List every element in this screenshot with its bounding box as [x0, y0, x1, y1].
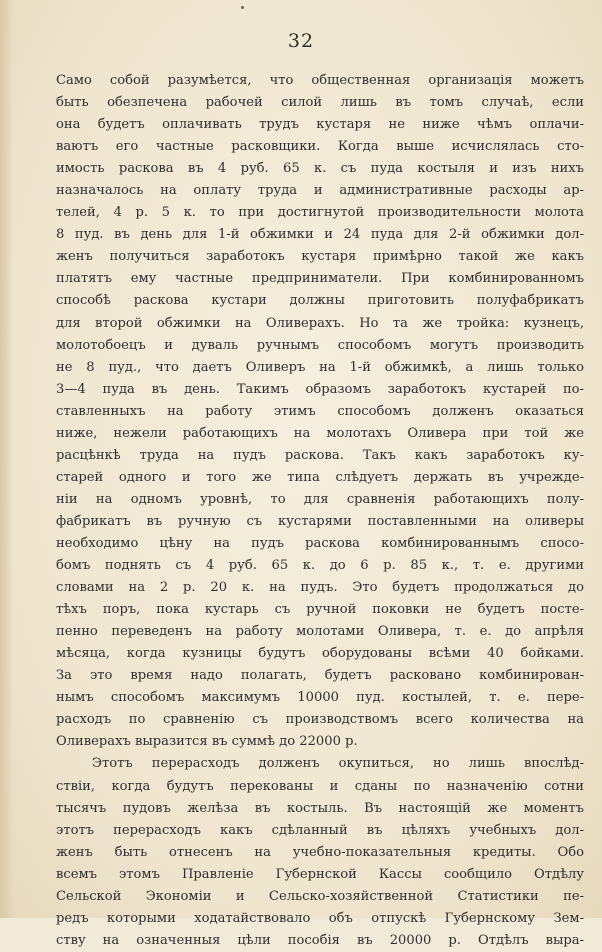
text-line: старей одного и того же типа слѣдуетъ держать въ учрежде- — [56, 469, 584, 485]
text-line: Сельской Экономіи и Сельско-хозяйственной Статистики пе- — [56, 888, 584, 904]
text-line: ствіи, когда будутъ перекованы и сданы по назначенію сотни — [56, 778, 584, 794]
text-line: фабрикатъ въ ручную съ кустарями поставленными на оливеры — [56, 513, 584, 529]
text-line: Само собой разумѣется, что общественная организація можетъ — [56, 73, 584, 88]
text-line: необходимо цѣну на пудъ раскова комбинированнымъ спосо- — [56, 535, 584, 551]
text-line: молотобоецъ и дуваль ручнымъ способомъ могутъ производить — [56, 337, 584, 353]
text-line: платятъ ему частные предприниматели. При комбинированномъ — [56, 271, 584, 287]
text-line: редъ которыми ходатайствовало объ отпускѣ Губернскому Зем- — [56, 910, 584, 926]
text-line: имость раскова въ 4 руб. 65 к. съ пуда костыля и изъ нихъ — [56, 161, 584, 177]
page-number: 32 — [287, 30, 315, 52]
text-line: для второй обжимки на Оливерахъ. Но та же тройка: кузнецъ, — [56, 315, 584, 331]
text-line: тысячъ пудовъ желѣза въ костыль. Въ настоящій же моментъ — [56, 800, 584, 816]
text-line: женъ быть отнесенъ на учебно-показательныя кредиты. Обо — [56, 844, 584, 860]
text-line: Оливерахъ выразится въ суммѣ до 22000 р. — [56, 734, 358, 750]
text-line: расходъ по сравненію съ производствомъ всего количества на — [56, 712, 584, 728]
text-line: 8 пуд. въ день для 1-й обжимки и 24 пуда для 2-й обжимки дол- — [56, 227, 584, 243]
body-text — [56, 70, 584, 952]
text-line: она будетъ оплачивать трудъ кустаря не ниже чѣмъ оплачи- — [56, 117, 584, 133]
text-line: ваютъ его частные расковщики. Когда выше исчислялась сто- — [56, 139, 584, 155]
ink-speck — [241, 6, 244, 9]
text-line: 3—4 пуда въ день. Такимъ образомъ заработокъ кустарей по- — [56, 381, 584, 397]
text-line: этотъ перерасходъ какъ сдѣланный въ цѣляхъ учебныхъ дол- — [56, 822, 584, 838]
text-line: нымъ способомъ максимумъ 10000 пуд. костылей, т. е. пере- — [56, 690, 584, 706]
text-line: мѣсяца, когда кузницы будутъ оборудованы всѣми 40 бойками. — [56, 646, 584, 662]
text-line: не 8 пуд., что даетъ Оливеръ на 1-й обжимкѣ, а лишь только — [56, 359, 584, 375]
text-line: Этотъ перерасходъ долженъ окупиться, но лишь впослѣд- — [92, 756, 584, 772]
text-line: женъ получиться заработокъ кустаря примѣрно такой же какъ — [56, 249, 584, 265]
text-line: пенно переведенъ на работу молотами Оливера, т. е. до апрѣля — [56, 624, 584, 640]
text-line: ніи на одномъ уровнѣ, то для сравненія работающихъ полу- — [56, 491, 584, 507]
text-line: расцѣнкѣ труда на пудъ раскова. Такъ какъ заработокъ ку- — [56, 447, 584, 463]
text-line: способѣ раскова кустари должны приготовить полуфабрикатъ — [56, 293, 584, 309]
text-line: бомъ поднять съ 4 руб. 65 к. до 6 р. 85 к., т. е. другими — [56, 558, 584, 574]
text-line: быть обезпечена рабочей силой лишь въ томъ случаѣ, если — [56, 95, 584, 111]
text-line: телей, 4 р. 5 к. то при достигнутой производительности молота — [56, 205, 584, 221]
text-line: ниже, нежели работающихъ на молотахъ Оливера при той же — [56, 425, 584, 441]
text-line: ставленныхъ на работу этимъ способомъ долженъ оказаться — [56, 403, 584, 419]
text-line: ству на означенныя цѣли пособія въ 20000 р. Отдѣлъ выра- — [56, 932, 584, 948]
text-line: назначалось на оплату труда и административные расходы ар- — [56, 183, 584, 199]
text-line: всемъ этомъ Правленіе Губернской Кассы сообщило Отдѣлу — [56, 866, 584, 882]
text-line: За это время надо полагать, будетъ расковано комбинирован- — [56, 668, 584, 684]
text-line: словами на 2 р. 20 к. на пудъ. Это будетъ продолжаться до — [56, 580, 584, 596]
text-line: тѣхъ поръ, пока кустарь съ ручной поковки не будетъ посте- — [56, 602, 584, 618]
page-edge-shadow — [0, 0, 14, 918]
